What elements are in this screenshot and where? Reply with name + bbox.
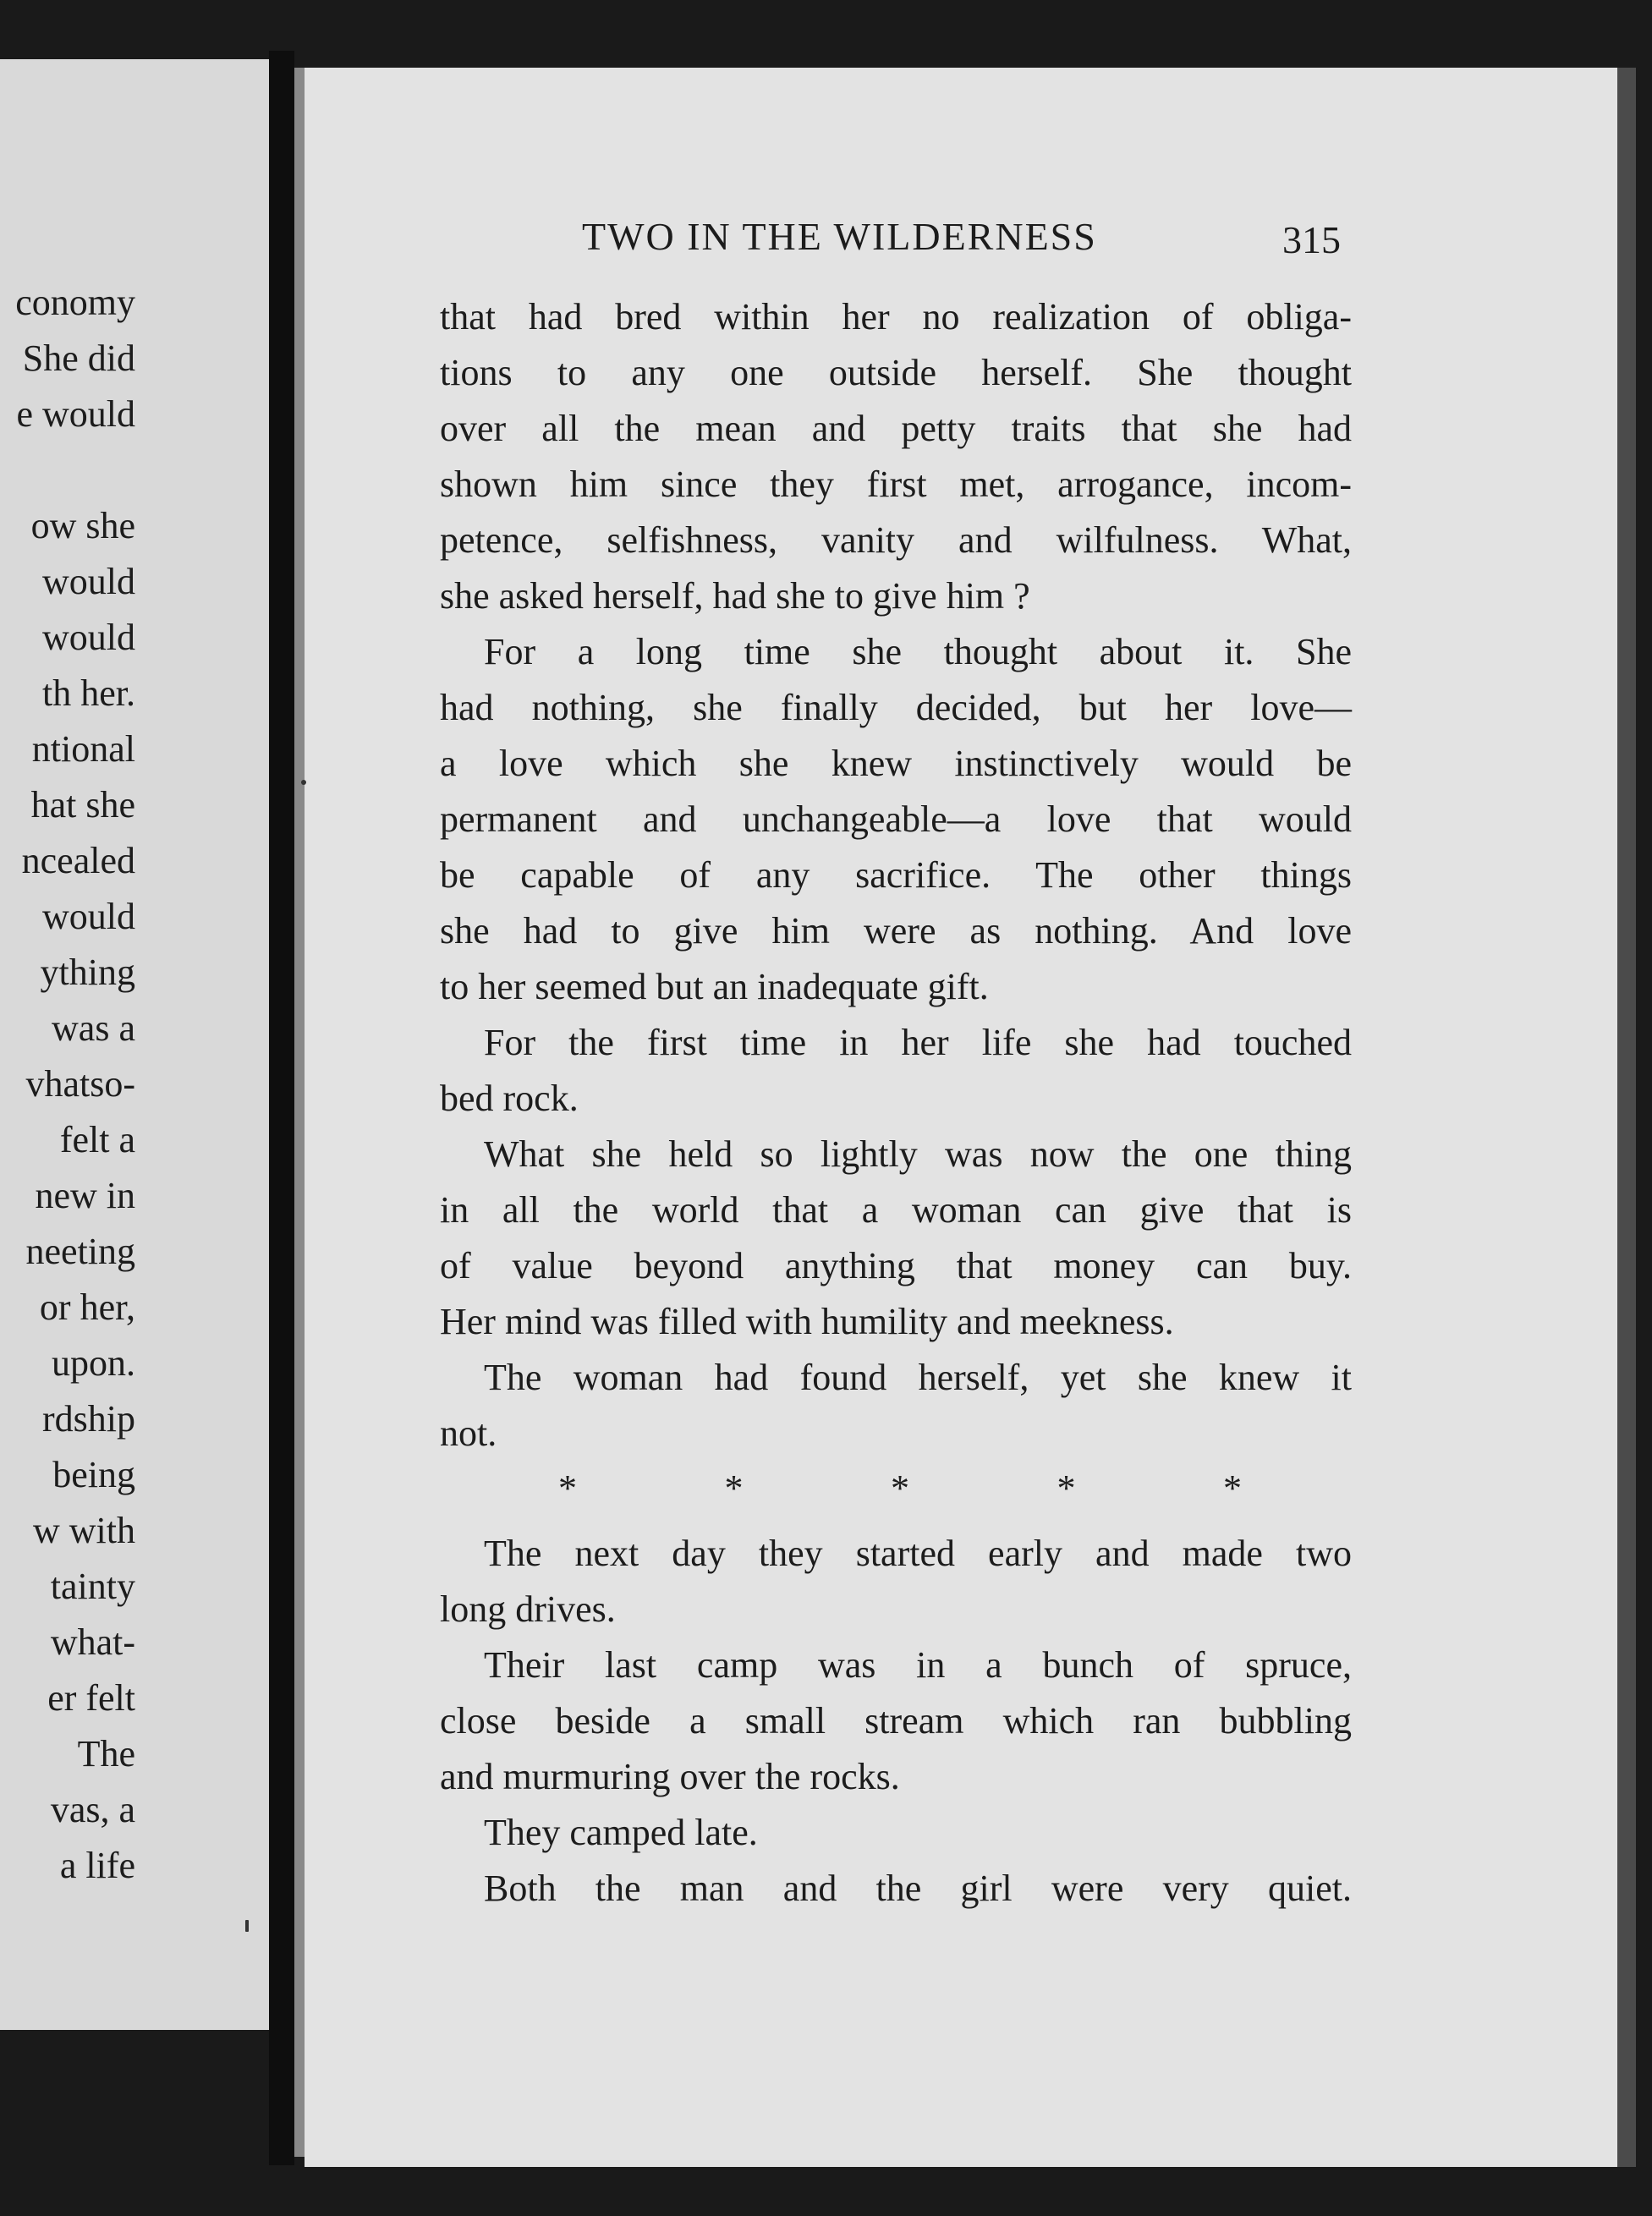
- previous-page-fragment: [0, 59, 269, 2030]
- previous-page-line: would: [42, 617, 135, 658]
- text-line: that had bred within her no realization of obliga-: [440, 296, 1352, 337]
- previous-page-line: vas, a: [50, 1789, 135, 1830]
- previous-page-line: e would: [16, 393, 135, 435]
- text-line: The next day they started early and made two: [484, 1533, 1352, 1574]
- previous-page-line: hat she: [30, 784, 135, 826]
- previous-page-text: [0, 275, 135, 1894]
- previous-page-line: She did: [22, 337, 135, 379]
- previous-page-line: ncealed: [21, 840, 135, 881]
- text-line: a love which she knew instinctively would be: [440, 743, 1352, 784]
- previous-page-line: th her.: [42, 672, 135, 714]
- text-line: They camped late.: [484, 1812, 758, 1853]
- text-line: over all the mean and petty traits that she had: [440, 408, 1352, 449]
- section-break: [440, 1462, 1352, 1516]
- book-gutter: [269, 51, 294, 2165]
- text-line: What she held so lightly was now the one thing: [484, 1133, 1352, 1175]
- text-line: close beside a small stream which ran bubbling: [440, 1700, 1352, 1742]
- text-line: tions to any one outside herself. She thought: [440, 352, 1352, 393]
- previous-page-line: felt a: [59, 1119, 135, 1160]
- previous-page-line: rdship: [42, 1398, 135, 1440]
- text-line: Both the man and the girl were very quiet.: [484, 1868, 1352, 1909]
- previous-page-line: was a: [52, 1007, 135, 1049]
- previous-page-line: being: [52, 1454, 135, 1495]
- previous-page-line: ntional: [31, 728, 135, 770]
- previous-page-line: er felt: [47, 1677, 135, 1719]
- text-line: and murmuring over the rocks.: [440, 1756, 900, 1797]
- asterisk: *: [891, 1467, 909, 1509]
- text-line: Their last camp was in a bunch of spruce,: [484, 1644, 1352, 1686]
- text-line: shown him since they first met, arrogance, incom-: [440, 463, 1352, 505]
- running-head: TWO IN THE WILDERNESS: [582, 215, 1097, 258]
- previous-page-line: tainty: [50, 1566, 135, 1607]
- text-line: she asked herself, had she to give him ?: [440, 575, 1030, 617]
- previous-page-line: ow she: [30, 505, 135, 546]
- previous-page-line: would: [42, 561, 135, 602]
- text-line: petence, selfishness, vanity and wilfulness. What,: [440, 519, 1352, 561]
- text-line: be capable of any sacrifice. The other things: [440, 854, 1352, 896]
- previous-page-line: what-: [50, 1621, 135, 1663]
- previous-page-line: neeting: [25, 1231, 135, 1272]
- previous-page-line: new in: [35, 1175, 135, 1216]
- body-text: [440, 289, 1352, 1917]
- text-line: permanent and unchangeable—a love that would: [440, 798, 1352, 840]
- text-line: in all the world that a woman can give that is: [440, 1189, 1352, 1231]
- dust-speck: [301, 780, 306, 785]
- previous-page-line: vhatso-: [25, 1063, 135, 1105]
- asterisk: *: [558, 1467, 577, 1509]
- page-number: 315: [1282, 218, 1341, 261]
- previous-page-line: The: [77, 1733, 135, 1774]
- text-line: Her mind was filled with humility and meekness.: [440, 1301, 1174, 1342]
- text-line: of value beyond anything that money can buy.: [440, 1245, 1352, 1286]
- previous-page-line: w with: [33, 1510, 135, 1551]
- previous-page-line: would: [42, 896, 135, 937]
- text-line: long drives.: [440, 1588, 616, 1630]
- text-line: For a long time she thought about it. She: [484, 631, 1352, 672]
- text-line: For the first time in her life she had touched: [484, 1022, 1352, 1063]
- asterisk: *: [1223, 1467, 1242, 1509]
- text-line: The woman had found herself, yet she knew it: [484, 1357, 1352, 1398]
- dust-speck: [245, 1920, 249, 1932]
- text-line: had nothing, she finally decided, but her love—: [440, 687, 1352, 728]
- previous-page-line: conomy: [15, 282, 135, 323]
- text-line: bed rock.: [440, 1078, 579, 1119]
- previous-page-line: upon.: [52, 1342, 135, 1384]
- previous-page-line: [0, 442, 135, 498]
- previous-page-line: or her,: [39, 1286, 135, 1328]
- asterisk: *: [724, 1467, 744, 1509]
- text-line: not.: [440, 1412, 497, 1454]
- page-edge: [1617, 68, 1636, 2167]
- text-line: to her seemed but an inadequate gift.: [440, 966, 989, 1007]
- asterisk: *: [1057, 1467, 1076, 1509]
- previous-page-line: ything: [40, 952, 135, 993]
- previous-page-line: a life: [59, 1845, 135, 1886]
- text-line: she had to give him were as nothing. And love: [440, 910, 1352, 952]
